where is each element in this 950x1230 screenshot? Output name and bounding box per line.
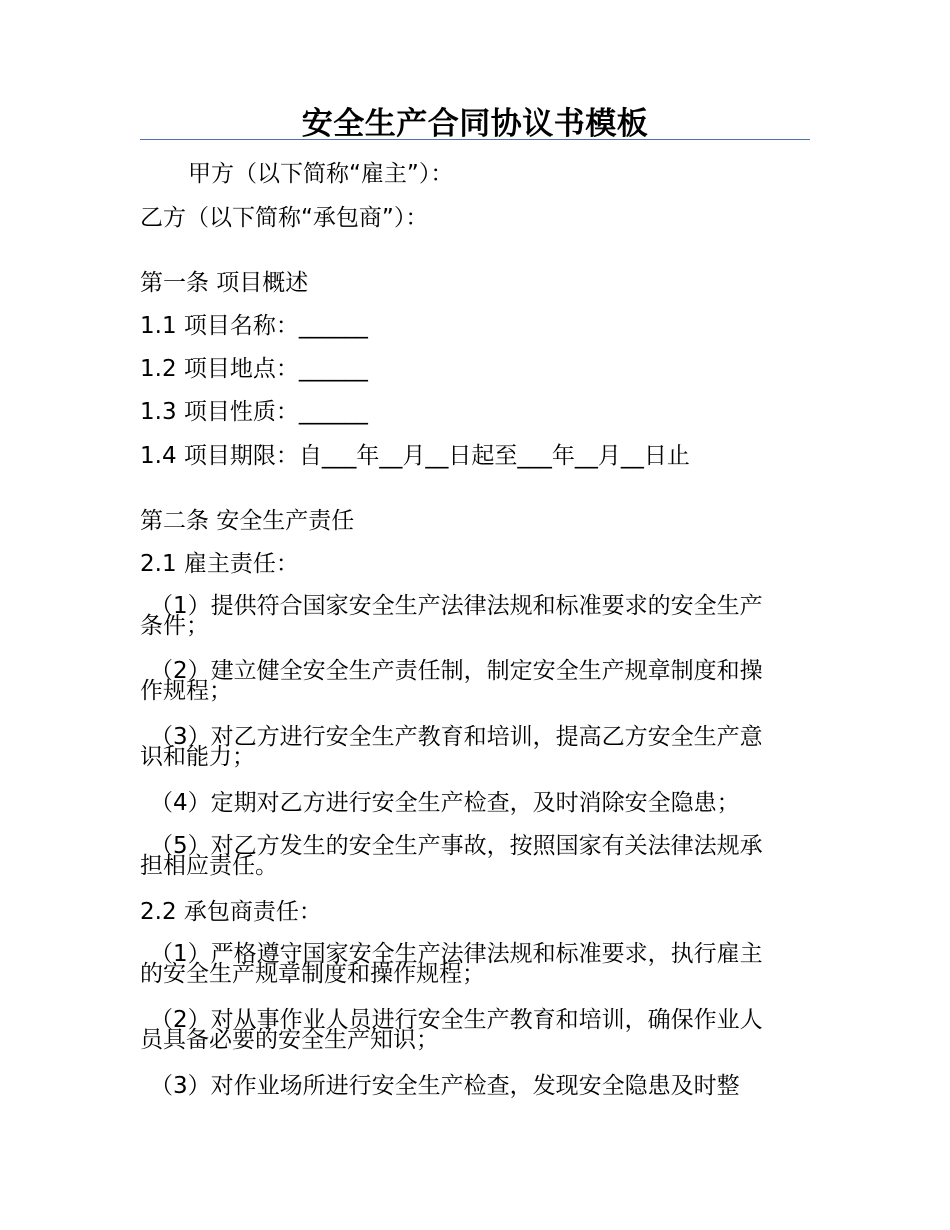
employer-duty-1-line1: （1）提供符合国家安全生产法律法规和标准要求的安全生产 [150,593,763,619]
contractor-duty-2-line1: （2）对从事作业人员进行安全生产教育和培训，确保作业人 [150,1007,763,1033]
contractor-duty-1-line1: （1）严格遵守国家安全生产法律法规和标准要求，执行雇主 [150,941,763,967]
contractor-duty-1-line2: 的安全生产规章制度和操作规程； [140,961,485,987]
contractor-duty-1 [140,941,810,987]
contractor-duty-2 [140,1007,810,1053]
employer-duty-4: （4）定期对乙方进行安全生产检查，及时消除安全隐患； [150,790,740,816]
contractor-duty-3: （3）对作业场所进行安全生产检查，发现安全隐患及时整 [150,1073,740,1099]
employer-duty-3-line1: （3）对乙方进行安全生产教育和培训，提高乙方安全生产意 [150,724,763,750]
party-b-line: 乙方（以下简称“承包商”）： [140,205,429,231]
article1-heading: 第一条 项目概述 [140,270,309,296]
article1-item-2: 1.2 项目地点：______ [140,356,368,382]
article1-item-3: 1.3 项目性质：______ [140,399,368,425]
employer-duty-5-line1: （5）对乙方发生的安全生产事故，按照国家有关法律法规承 [150,833,763,859]
employer-duty-1 [140,593,810,639]
employer-duty-1-line2: 条件； [140,613,209,639]
contractor-duties-heading: 2.2 承包商责任： [140,899,322,925]
employer-duty-5-line2: 担相应责任。 [140,853,278,879]
document-title: 安全生产合同协议书模板 [301,106,649,142]
employer-duty-2-line1: （2）建立健全安全生产责任制，制定安全生产规章制度和操 [150,658,763,684]
employer-duty-2-line2: 作规程； [140,678,232,704]
employer-duty-3-line2: 识和能力； [140,744,255,770]
title-underline [140,139,810,140]
party-a-line: 甲方（以下简称“雇主”）： [188,161,454,187]
article1-item-4: 1.4 项目期限：自___年__月__日起至___年__月__日止 [140,443,690,469]
article2-heading: 第二条 安全生产责任 [140,508,355,534]
employer-duties-heading: 2.1 雇主责任： [140,551,299,577]
article1-item-1: 1.1 项目名称：______ [140,313,368,339]
contractor-duty-2-line2: 员具备必要的安全生产知识； [140,1027,439,1053]
employer-duty-5 [140,833,810,879]
employer-duty-2 [140,658,810,704]
employer-duty-3 [140,724,810,770]
